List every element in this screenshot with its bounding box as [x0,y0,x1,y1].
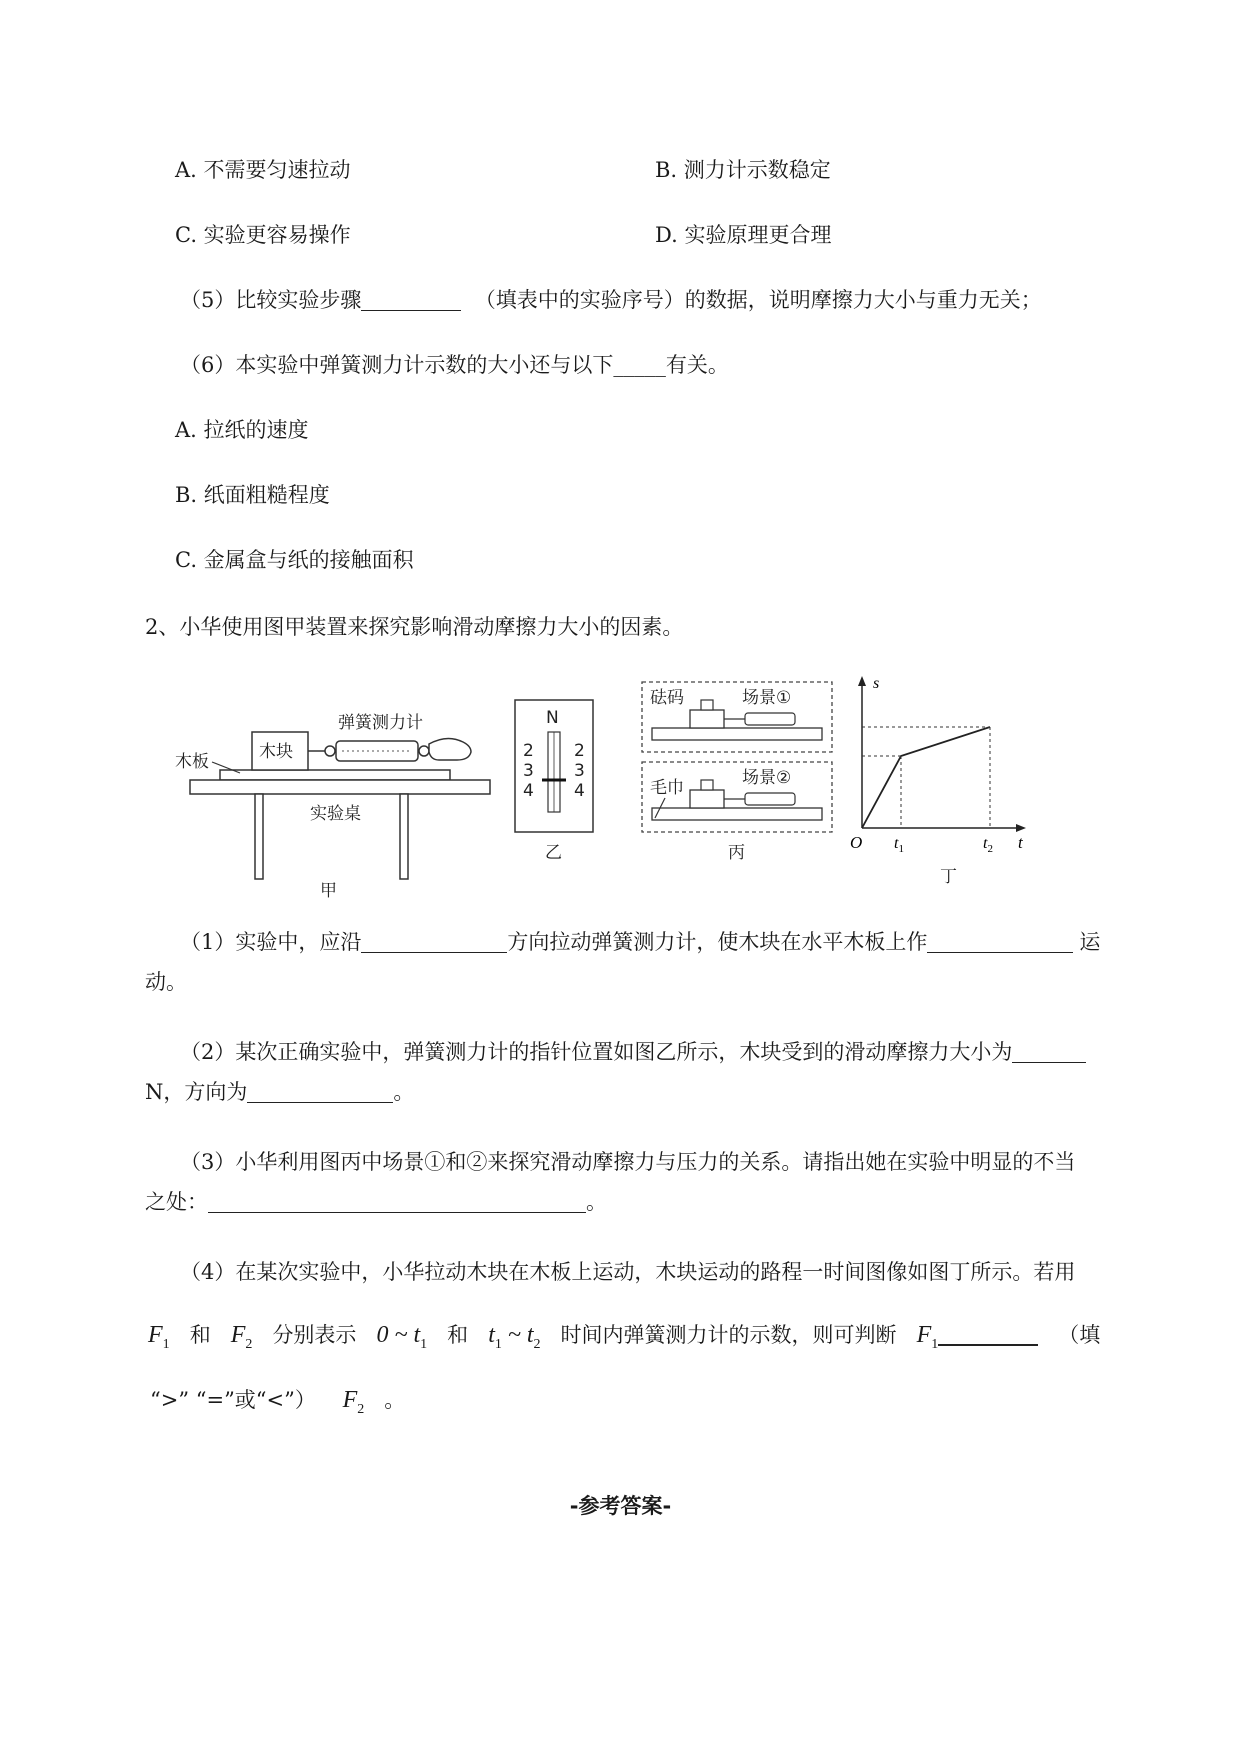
tick-left-3: 3 [523,761,534,781]
q1-part5-text-a: （5）比较实验步骤 [180,288,362,312]
axis-t-label: t [1018,833,1023,852]
table-label: 实验桌 [310,804,361,824]
math-F2: $F_2$ [230,1322,253,1352]
q1-option-c: C. 实验更容易操作 [175,223,351,247]
q1-part6-option-a: A. 拉纸的速度 [175,418,309,442]
t2-label: $t_2$ [983,835,993,855]
math-F1: $F_1$ [148,1322,170,1352]
table-leg-right [400,794,408,879]
q2-part2-blank-force [1012,1040,1086,1063]
q2-part4-and1: 和 [189,1323,211,1347]
q1-part6: （6）本实验中弹簧测力计示数的大小还与以下_____有关。 [180,353,729,377]
spring-scale-label: 弹簧测力计 [338,713,423,733]
figure-ding-caption: 丁 [940,867,957,887]
q1-option-b: B. 测力计示数稳定 [655,158,831,182]
q2-figure [150,670,1070,900]
figure-yi-caption: 乙 [545,843,562,863]
scale-unit-label: N [546,708,559,728]
scene2-label: 场景② [742,768,792,788]
q1-option-d: D. 实验原理更合理 [655,223,832,247]
q2-part4-fill: （填 [1058,1323,1101,1347]
q2-part3-line1: （3）小华利用图丙中场景①和②来探究滑动摩擦力与压力的关系。请指出她在实验中明显的不当 [180,1150,1076,1174]
towel-label: 毛巾 [650,778,684,798]
math-F2-compare: $F_2$ [342,1387,365,1417]
answer-section-title: -参考答案- [569,1494,672,1518]
q2-part2-blank-direction [247,1080,393,1103]
hand-icon [429,738,471,760]
q2-part1-line1 [180,927,1100,957]
weight-icon [701,700,713,710]
t1-label: $t_1$ [894,835,904,855]
tick-right-2: 2 [574,741,585,761]
q2-part1-text-a: （1）实验中，应沿 [180,930,362,954]
q2-stem: 2、小华使用图甲装置来探究影响滑动摩擦力大小的因素。 [145,615,684,639]
table-top [190,780,490,794]
q2-part2-line2 [145,1077,414,1107]
origin-label: O [850,833,863,852]
q2-part3-blank [208,1190,586,1213]
figure-yi [515,700,593,863]
q2-part4-blank [938,1322,1038,1346]
scene2-block [690,790,724,808]
q2-part4-end: 。 [384,1388,406,1412]
q2-part2-line1 [180,1037,1086,1067]
q2-part2-text-c: 。 [393,1080,415,1104]
q1-part5-text-b: （填表中的实验序号）的数据，说明摩擦力大小与重力无关； [474,288,1042,312]
figure-jia [175,713,490,900]
math-F1-compare: $F_1$ [916,1322,939,1352]
q1-part6-option-c: C. 金属盒与纸的接触面积 [175,548,414,572]
q2-part1-blank-motion [927,930,1073,953]
q2-part4-line1: （4）在某次实验中，小华拉动木块在木板上运动，木块运动的路程一时间图像如图丁所示。若用 [180,1260,1076,1284]
wood-board [220,770,450,780]
q1-option-a: A. 不需要匀速拉动 [175,158,351,182]
q2-part3-text-b: 之处： [145,1190,208,1214]
s-t-graph-line [862,727,990,828]
math-range1: 0 ~ $t_1$ [376,1322,428,1352]
tick-right-3: 3 [574,761,585,781]
q2-part1-line2: 动。 [145,970,187,994]
q1-part5 [180,285,1042,315]
q2-part1-blank-direction [361,930,507,953]
q2-part2-text-b: N，方向为 [145,1080,248,1104]
q2-part1-text-c: 运 [1079,930,1101,954]
tick-left-4: 4 [523,781,534,801]
q1-part5-blank [361,288,461,311]
q1-part6-option-b: B. 纸面粗糙程度 [175,483,330,507]
q2-part1-text-b: 方向拉动弹簧测力计，使木块在水平木板上作 [507,930,928,954]
figure-bing-caption: 丙 [728,843,745,863]
scene1-block [690,710,724,728]
figure-jia-caption: 甲 [320,881,337,900]
figure-ding [850,675,1026,887]
q2-part4-and2: 和 [447,1323,469,1347]
math-range2: $t_1$ ~ $t_2$ [488,1322,541,1352]
figure-bing [642,682,832,863]
table-leg-left [255,794,263,879]
scene1-label: 场景① [742,688,792,708]
tick-left-2: 2 [523,741,534,761]
q2-part4-choices: “>” “=”或“<”） [150,1388,316,1412]
q2-part4-line2 [148,1317,1100,1363]
q2-part2-text-a: （2）某次正确实验中，弹簧测力计的指针位置如图乙所示，木块受到的滑动摩擦力大小为 [180,1040,1013,1064]
q2-part4-denote: 分别表示 [272,1323,357,1347]
wood-block-label: 木块 [259,742,293,762]
q2-part3-line2 [145,1187,607,1217]
q2-part3-text-c: 。 [586,1190,607,1214]
weight-label: 砝码 [650,688,684,708]
q2-part4-within: 时间内弹簧测力计的示数，则可判断 [560,1323,897,1347]
tick-right-4: 4 [574,781,585,801]
board-label: 木板 [175,752,209,772]
axis-s-label: s [873,675,880,692]
q2-part4-line3 [150,1382,405,1428]
